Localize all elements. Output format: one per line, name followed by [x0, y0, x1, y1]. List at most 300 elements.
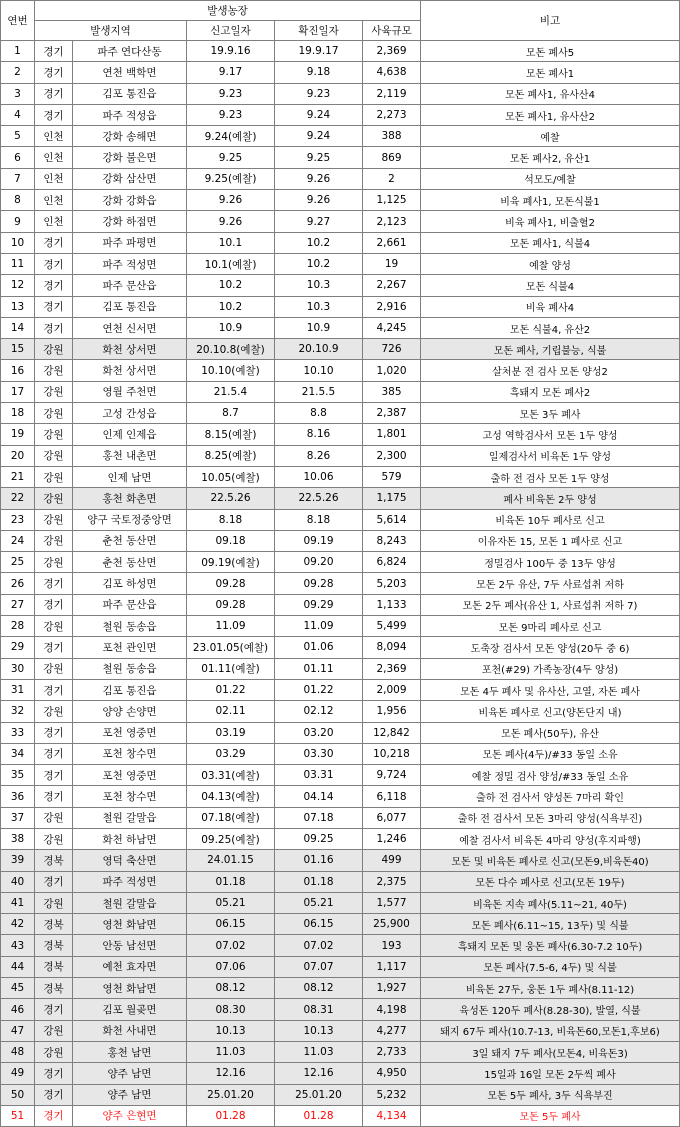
cell-scale: 4,950	[363, 1063, 421, 1084]
cell-confirm-date: 03.20	[275, 722, 363, 743]
cell-confirm-date: 03.30	[275, 743, 363, 764]
cell-scale: 1,577	[363, 892, 421, 913]
cell-no: 38	[1, 828, 35, 849]
cell-province: 경기	[35, 594, 73, 615]
cell-scale: 579	[363, 466, 421, 487]
cell-report-date: 01.18	[187, 871, 275, 892]
cell-report-date: 10.05(예찰)	[187, 466, 275, 487]
cell-scale: 8,094	[363, 637, 421, 658]
table-row	[1, 488, 680, 509]
cell-province: 경기	[35, 1084, 73, 1105]
cell-province: 경기	[35, 232, 73, 253]
cell-scale: 388	[363, 126, 421, 147]
cell-report-date: 07.18(예찰)	[187, 807, 275, 828]
cell-no: 51	[1, 1105, 35, 1126]
cell-report-date: 9.17	[187, 62, 275, 83]
cell-report-date: 10.9	[187, 317, 275, 338]
header-region: 발생지역	[35, 21, 187, 41]
cell-confirm-date: 12.16	[275, 1063, 363, 1084]
cell-no: 27	[1, 594, 35, 615]
cell-remarks: 모돈 폐사1, 식불4	[421, 232, 680, 253]
cell-province: 경기	[35, 62, 73, 83]
cell-location: 화천 하남면	[73, 828, 187, 849]
cell-confirm-date: 10.9	[275, 317, 363, 338]
cell-scale: 869	[363, 147, 421, 168]
cell-scale: 1,117	[363, 956, 421, 977]
cell-location: 영월 주천면	[73, 381, 187, 402]
table-row	[1, 956, 680, 977]
cell-scale: 2,273	[363, 104, 421, 125]
cell-remarks: 15일과 16일 모돈 2두씩 폐사	[421, 1063, 680, 1084]
cell-remarks: 정밀검사 100두 중 13두 양성	[421, 552, 680, 573]
cell-province: 경기	[35, 786, 73, 807]
cell-no: 32	[1, 701, 35, 722]
cell-province: 강원	[35, 1041, 73, 1062]
cell-no: 21	[1, 466, 35, 487]
cell-location: 철원 동송읍	[73, 658, 187, 679]
table-row	[1, 828, 680, 849]
cell-no: 44	[1, 956, 35, 977]
cell-report-date: 10.2	[187, 275, 275, 296]
cell-no: 36	[1, 786, 35, 807]
cell-province: 경북	[35, 850, 73, 871]
cell-scale: 9,724	[363, 765, 421, 786]
table-row	[1, 168, 680, 189]
table-row	[1, 1084, 680, 1105]
cell-scale: 1,175	[363, 488, 421, 509]
cell-remarks: 흑돼지 모돈 폐사2	[421, 381, 680, 402]
table-row	[1, 701, 680, 722]
cell-remarks: 폐사 비육돈 2두 양성	[421, 488, 680, 509]
cell-scale: 499	[363, 850, 421, 871]
cell-remarks: 모돈 폐사2, 유산1	[421, 147, 680, 168]
cell-confirm-date: 09.19	[275, 530, 363, 551]
cell-scale: 25,900	[363, 914, 421, 935]
cell-province: 경기	[35, 999, 73, 1020]
cell-remarks: 포천(#29) 가족농장(4두 양성)	[421, 658, 680, 679]
cell-location: 포천 영중면	[73, 765, 187, 786]
cell-remarks: 모돈 4두 폐사 및 유사산, 고열, 자돈 폐사	[421, 679, 680, 700]
cell-report-date: 08.12	[187, 978, 275, 999]
cell-no: 10	[1, 232, 35, 253]
cell-confirm-date: 9.24	[275, 104, 363, 125]
cell-confirm-date: 8.16	[275, 424, 363, 445]
cell-province: 경기	[35, 83, 73, 104]
cell-confirm-date: 08.31	[275, 999, 363, 1020]
cell-province: 경기	[35, 679, 73, 700]
table-row	[1, 573, 680, 594]
cell-report-date: 9.23	[187, 83, 275, 104]
cell-no: 49	[1, 1063, 35, 1084]
cell-no: 22	[1, 488, 35, 509]
cell-no: 46	[1, 999, 35, 1020]
cell-report-date: 11.09	[187, 616, 275, 637]
cell-scale: 6,077	[363, 807, 421, 828]
cell-location: 인제 남면	[73, 466, 187, 487]
cell-remarks: 일제검사서 비육돈 1두 양성	[421, 445, 680, 466]
cell-scale: 2,661	[363, 232, 421, 253]
table-row	[1, 466, 680, 487]
cell-remarks: 도축장 검사서 모돈 양성(20두 중 6)	[421, 637, 680, 658]
cell-remarks: 모돈 및 비육돈 폐사로 신고(모돈9,비육돈40)	[421, 850, 680, 871]
cell-location: 인제 인제읍	[73, 424, 187, 445]
cell-location: 양주 은현면	[73, 1105, 187, 1126]
cell-report-date: 8.18	[187, 509, 275, 530]
cell-confirm-date: 9.26	[275, 168, 363, 189]
cell-location: 철원 갈말읍	[73, 892, 187, 913]
cell-confirm-date: 19.9.17	[275, 41, 363, 62]
cell-remarks: 모돈 9마리 폐사로 신고	[421, 616, 680, 637]
header-confirm-date: 확진일자	[275, 21, 363, 41]
cell-scale: 2,267	[363, 275, 421, 296]
cell-location: 철원 갈말읍	[73, 807, 187, 828]
cell-report-date: 07.02	[187, 935, 275, 956]
cell-confirm-date: 10.13	[275, 1020, 363, 1041]
cell-confirm-date: 21.5.5	[275, 381, 363, 402]
cell-remarks: 이유자돈 15, 모돈 1 폐사로 신고	[421, 530, 680, 551]
cell-remarks: 예찰 검사서 비육돈 4마리 양성(후지파행)	[421, 828, 680, 849]
cell-remarks: 돼지 67두 폐사(10.7-13, 비육돈60,모돈1,후보6)	[421, 1020, 680, 1041]
cell-location: 연천 백학면	[73, 62, 187, 83]
table-row	[1, 658, 680, 679]
cell-scale: 6,824	[363, 552, 421, 573]
cell-remarks: 살처분 전 검사 모돈 양성2	[421, 360, 680, 381]
cell-no: 12	[1, 275, 35, 296]
cell-province: 강원	[35, 445, 73, 466]
header-farm: 발생농장	[35, 1, 421, 21]
cell-no: 31	[1, 679, 35, 700]
cell-location: 홍천 내촌면	[73, 445, 187, 466]
table-row	[1, 1020, 680, 1041]
cell-scale: 4,245	[363, 317, 421, 338]
table-row	[1, 275, 680, 296]
table-row	[1, 999, 680, 1020]
cell-report-date: 01.22	[187, 679, 275, 700]
cell-scale: 2,009	[363, 679, 421, 700]
cell-remarks: 모돈 식불4, 유산2	[421, 317, 680, 338]
header-scale: 사육규모	[363, 21, 421, 41]
table-row	[1, 381, 680, 402]
cell-remarks: 모돈 폐사1	[421, 62, 680, 83]
cell-report-date: 08.30	[187, 999, 275, 1020]
cell-no: 42	[1, 914, 35, 935]
cell-province: 강원	[35, 658, 73, 679]
cell-confirm-date: 07.07	[275, 956, 363, 977]
cell-report-date: 22.5.26	[187, 488, 275, 509]
cell-confirm-date: 09.20	[275, 552, 363, 573]
cell-remarks: 예찰	[421, 126, 680, 147]
cell-province: 강원	[35, 616, 73, 637]
table-row	[1, 765, 680, 786]
cell-location: 파주 적성면	[73, 253, 187, 274]
cell-location: 홍천 남면	[73, 1041, 187, 1062]
cell-location: 포천 창수면	[73, 786, 187, 807]
table-row	[1, 317, 680, 338]
cell-no: 43	[1, 935, 35, 956]
cell-confirm-date: 10.10	[275, 360, 363, 381]
table-row	[1, 914, 680, 935]
cell-remarks: 모돈 식불4	[421, 275, 680, 296]
cell-remarks: 모돈 3두 폐사	[421, 403, 680, 424]
table-row	[1, 807, 680, 828]
cell-report-date: 23.01.05(예찰)	[187, 637, 275, 658]
cell-confirm-date: 9.18	[275, 62, 363, 83]
cell-location: 양주 남면	[73, 1084, 187, 1105]
cell-province: 강원	[35, 339, 73, 360]
cell-remarks: 비육 폐사4	[421, 296, 680, 317]
table-row	[1, 978, 680, 999]
cell-province: 경기	[35, 1063, 73, 1084]
table-row	[1, 743, 680, 764]
cell-scale: 2	[363, 168, 421, 189]
cell-scale: 10,218	[363, 743, 421, 764]
cell-report-date: 03.19	[187, 722, 275, 743]
header-remarks: 비고	[421, 1, 680, 41]
cell-remarks: 육성돈 120두 폐사(8.28-30), 발열, 식불	[421, 999, 680, 1020]
cell-confirm-date: 09.28	[275, 573, 363, 594]
cell-location: 김포 통진읍	[73, 296, 187, 317]
cell-province: 강원	[35, 424, 73, 445]
cell-confirm-date: 10.06	[275, 466, 363, 487]
table-row	[1, 1041, 680, 1062]
cell-confirm-date: 11.03	[275, 1041, 363, 1062]
cell-remarks: 출하 전 검사 모돈 1두 양성	[421, 466, 680, 487]
cell-confirm-date: 03.31	[275, 765, 363, 786]
cell-report-date: 8.7	[187, 403, 275, 424]
cell-province: 경기	[35, 1105, 73, 1126]
cell-report-date: 9.23	[187, 104, 275, 125]
cell-remarks: 비육 폐사1, 모돈식불1	[421, 190, 680, 211]
cell-location: 강화 강화읍	[73, 190, 187, 211]
cell-scale: 193	[363, 935, 421, 956]
cell-scale: 5,614	[363, 509, 421, 530]
cell-remarks: 모돈 폐사, 기립불능, 식불	[421, 339, 680, 360]
cell-location: 양구 국토정중앙면	[73, 509, 187, 530]
table-row	[1, 41, 680, 62]
cell-report-date: 9.26	[187, 190, 275, 211]
cell-report-date: 07.06	[187, 956, 275, 977]
cell-no: 6	[1, 147, 35, 168]
cell-scale: 4,638	[363, 62, 421, 83]
cell-remarks: 모돈 폐사(6.11~15, 13두) 및 식불	[421, 914, 680, 935]
cell-location: 김포 월곶면	[73, 999, 187, 1020]
cell-no: 47	[1, 1020, 35, 1041]
cell-confirm-date: 09.25	[275, 828, 363, 849]
table-row	[1, 403, 680, 424]
cell-location: 연천 신서면	[73, 317, 187, 338]
cell-province: 경기	[35, 275, 73, 296]
cell-no: 45	[1, 978, 35, 999]
cell-confirm-date: 08.12	[275, 978, 363, 999]
cell-scale: 1,246	[363, 828, 421, 849]
cell-remarks: 모돈 폐사1, 유사산4	[421, 83, 680, 104]
cell-report-date: 21.5.4	[187, 381, 275, 402]
cell-remarks: 모돈 폐사1, 유사산2	[421, 104, 680, 125]
cell-no: 9	[1, 211, 35, 232]
cell-province: 경기	[35, 573, 73, 594]
cell-confirm-date: 01.11	[275, 658, 363, 679]
cell-remarks: 출하 전 검사서 모돈 3마리 양성(식욕부진)	[421, 807, 680, 828]
cell-province: 강원	[35, 701, 73, 722]
cell-report-date: 19.9.16	[187, 41, 275, 62]
cell-no: 14	[1, 317, 35, 338]
cell-province: 인천	[35, 126, 73, 147]
cell-report-date: 09.25(예찰)	[187, 828, 275, 849]
cell-province: 경북	[35, 935, 73, 956]
table-row	[1, 126, 680, 147]
table-row	[1, 892, 680, 913]
cell-report-date: 11.03	[187, 1041, 275, 1062]
table-row	[1, 211, 680, 232]
cell-province: 강원	[35, 466, 73, 487]
table-row	[1, 83, 680, 104]
cell-province: 경기	[35, 317, 73, 338]
cell-confirm-date: 10.3	[275, 275, 363, 296]
cell-report-date: 10.1	[187, 232, 275, 253]
cell-remarks: 모돈 폐사(4두)/#33 동일 소유	[421, 743, 680, 764]
cell-no: 25	[1, 552, 35, 573]
cell-remarks: 비육돈 폐사로 신고(양돈단지 내)	[421, 701, 680, 722]
table-row	[1, 509, 680, 530]
table-row	[1, 935, 680, 956]
cell-remarks: 석모도/예찰	[421, 168, 680, 189]
cell-scale: 19	[363, 253, 421, 274]
cell-remarks: 흑돼지 모돈 및 웅돈 폐사(6.30-7.2 10두)	[421, 935, 680, 956]
cell-report-date: 9.25(예찰)	[187, 168, 275, 189]
cell-remarks: 비육돈 지속 폐사(5.11~21, 40두)	[421, 892, 680, 913]
cell-confirm-date: 01.22	[275, 679, 363, 700]
table-row	[1, 232, 680, 253]
cell-scale: 2,369	[363, 658, 421, 679]
table-row	[1, 637, 680, 658]
table-row	[1, 1063, 680, 1084]
cell-province: 경북	[35, 956, 73, 977]
cell-location: 김포 통진읍	[73, 679, 187, 700]
cell-remarks: 비육돈 27두, 웅돈 1두 폐사(8.11-12)	[421, 978, 680, 999]
cell-scale: 726	[363, 339, 421, 360]
cell-location: 철원 동송읍	[73, 616, 187, 637]
cell-report-date: 09.28	[187, 594, 275, 615]
cell-remarks: 3일 돼지 7두 폐사(모돈4, 비육돈3)	[421, 1041, 680, 1062]
cell-no: 5	[1, 126, 35, 147]
cell-province: 강원	[35, 530, 73, 551]
cell-province: 강원	[35, 552, 73, 573]
cell-report-date: 20.10.8(예찰)	[187, 339, 275, 360]
cell-province: 강원	[35, 1020, 73, 1041]
cell-report-date: 09.19(예찰)	[187, 552, 275, 573]
cell-no: 11	[1, 253, 35, 274]
cell-no: 34	[1, 743, 35, 764]
cell-remarks: 모돈 2두 폐사(유산 1, 사료섭취 저하 7)	[421, 594, 680, 615]
cell-remarks: 모돈 다수 폐사로 신고(모돈 19두)	[421, 871, 680, 892]
cell-confirm-date: 06.15	[275, 914, 363, 935]
cell-scale: 1,125	[363, 190, 421, 211]
table-row	[1, 616, 680, 637]
cell-province: 강원	[35, 509, 73, 530]
cell-scale: 2,119	[363, 83, 421, 104]
cell-no: 48	[1, 1041, 35, 1062]
cell-no: 26	[1, 573, 35, 594]
cell-report-date: 10.2	[187, 296, 275, 317]
cell-report-date: 04.13(예찰)	[187, 786, 275, 807]
cell-location: 김포 하성면	[73, 573, 187, 594]
cell-confirm-date: 11.09	[275, 616, 363, 637]
cell-no: 17	[1, 381, 35, 402]
cell-province: 인천	[35, 147, 73, 168]
cell-remarks: 모돈 폐사(50두), 유산	[421, 722, 680, 743]
table-row	[1, 1105, 680, 1126]
cell-report-date: 09.28	[187, 573, 275, 594]
cell-scale: 4,277	[363, 1020, 421, 1041]
cell-no: 19	[1, 424, 35, 445]
cell-remarks: 출하 전 검사서 양성돈 7마리 확인	[421, 786, 680, 807]
cell-confirm-date: 09.29	[275, 594, 363, 615]
cell-report-date: 10.10(예찰)	[187, 360, 275, 381]
cell-location: 예천 효자면	[73, 956, 187, 977]
cell-province: 인천	[35, 190, 73, 211]
table-row	[1, 360, 680, 381]
cell-remarks: 모돈 폐사5	[421, 41, 680, 62]
cell-province: 강원	[35, 828, 73, 849]
cell-report-date: 9.26	[187, 211, 275, 232]
cell-scale: 2,123	[363, 211, 421, 232]
cell-confirm-date: 05.21	[275, 892, 363, 913]
table-row	[1, 190, 680, 211]
cell-province: 경북	[35, 914, 73, 935]
cell-location: 파주 연다산동	[73, 41, 187, 62]
cell-confirm-date: 10.3	[275, 296, 363, 317]
cell-no: 1	[1, 41, 35, 62]
cell-location: 포천 창수면	[73, 743, 187, 764]
cell-province: 경기	[35, 722, 73, 743]
cell-report-date: 9.24(예찰)	[187, 126, 275, 147]
cell-province: 경기	[35, 296, 73, 317]
cell-scale: 5,499	[363, 616, 421, 637]
cell-scale: 1,801	[363, 424, 421, 445]
cell-report-date: 24.01.15	[187, 850, 275, 871]
cell-scale: 2,733	[363, 1041, 421, 1062]
cell-location: 파주 문산읍	[73, 594, 187, 615]
table-row	[1, 850, 680, 871]
cell-confirm-date: 9.23	[275, 83, 363, 104]
cell-location: 영천 화남면	[73, 978, 187, 999]
table-row	[1, 679, 680, 700]
cell-report-date: 06.15	[187, 914, 275, 935]
cell-location: 양양 손양면	[73, 701, 187, 722]
table-row	[1, 552, 680, 573]
cell-no: 4	[1, 104, 35, 125]
cell-location: 파주 문산읍	[73, 275, 187, 296]
cell-scale: 1,133	[363, 594, 421, 615]
cell-location: 홍천 화촌면	[73, 488, 187, 509]
cell-scale: 385	[363, 381, 421, 402]
cell-remarks: 예찰 양성	[421, 253, 680, 274]
cell-remarks: 모돈 5두 폐사, 3두 식욕부진	[421, 1084, 680, 1105]
cell-confirm-date: 20.10.9	[275, 339, 363, 360]
cell-location: 강화 불은면	[73, 147, 187, 168]
cell-no: 40	[1, 871, 35, 892]
cell-scale: 2,387	[363, 403, 421, 424]
cell-report-date: 10.13	[187, 1020, 275, 1041]
cell-no: 30	[1, 658, 35, 679]
cell-scale: 4,134	[363, 1105, 421, 1126]
cell-confirm-date: 01.06	[275, 637, 363, 658]
cell-province: 경기	[35, 871, 73, 892]
cell-report-date: 01.28	[187, 1105, 275, 1126]
table-row	[1, 62, 680, 83]
cell-province: 경북	[35, 978, 73, 999]
cell-location: 파주 적성면	[73, 871, 187, 892]
